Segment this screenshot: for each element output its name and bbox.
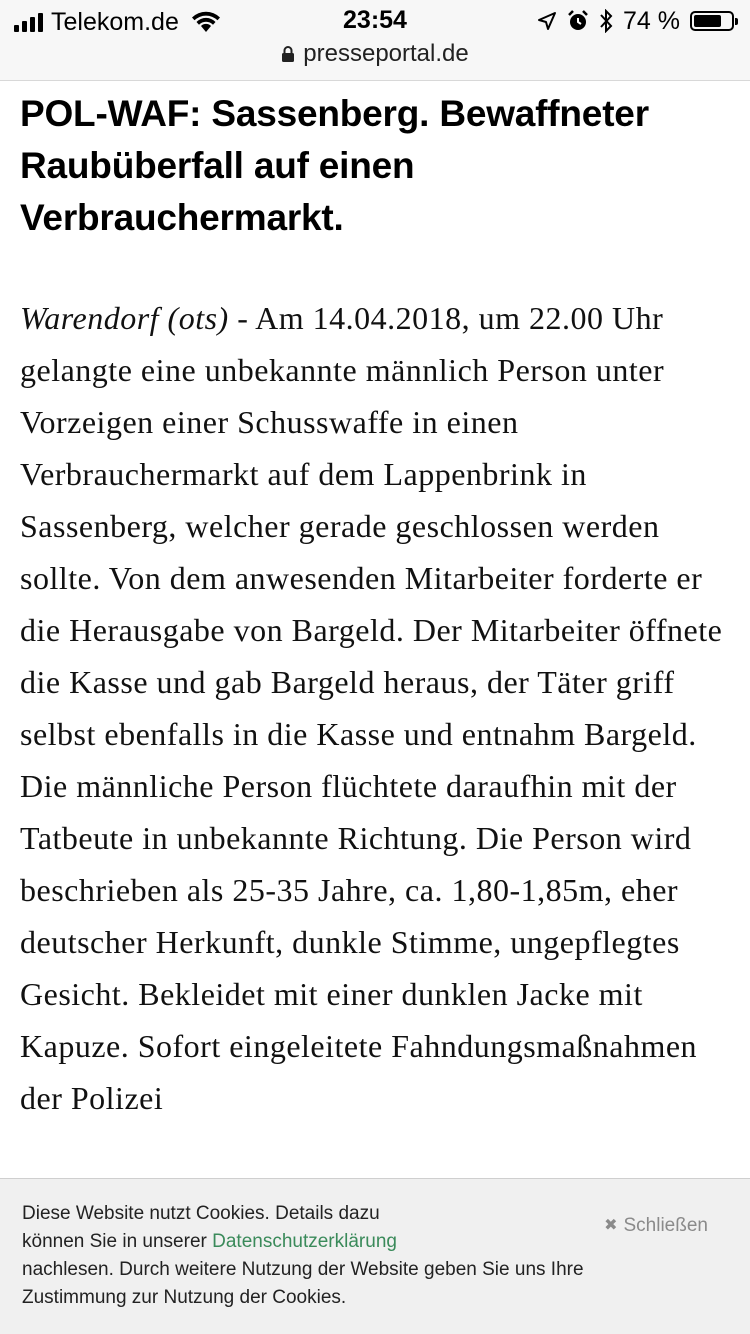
url-bar[interactable]	[0, 40, 750, 68]
bluetooth-icon	[599, 9, 613, 33]
cookie-line-4: Zustimmung zur Nutzung der Cookies.	[22, 1287, 347, 1308]
alarm-icon	[567, 10, 589, 32]
cookie-line-2	[22, 1228, 622, 1256]
status-bar-right	[537, 6, 734, 36]
article-body-text: - Am 14.04.2018, um 22.00 Uhr gelangte eine unbekannte männlich Person unter Vorzeigen einer Schusswaffe in einen Verbrauchermarkt auf dem Lappenbrink in Sassenberg, welcher gerade geschlossen werden sollte. Von dem anwesenden Mitarbeiter forderte er die Herausgabe von Bargeld. Der Mitarbeiter öffnete die Kasse und gab Bargeld heraus, der Täter griff selbst ebenfalls in die Kasse und entnahm Bargeld. Die männliche Person flüchtete daraufhin mit der Tatbeute in unbekannte Richtung. Die Person wird beschrieben als 25-35 Jahre, ca. 1,80-1,85m, eher deutscher Herkunft, dunkle Stimme, ungepflegtes Gesicht. Bekleidet mit einer dunklen Jacke mit Kapuze. Sofort eingeleitete Fahndungsmaßnahmen der Polizei	[20, 300, 723, 1116]
clock: 23:54	[343, 6, 407, 34]
privacy-policy-link[interactable]: Datenschutzerklärung	[212, 1231, 397, 1252]
location-icon	[537, 11, 557, 31]
article-body	[20, 292, 730, 1124]
cookie-message	[22, 1200, 622, 1312]
cookie-close-button[interactable]	[604, 1212, 708, 1240]
article-dateline: Warendorf (ots)	[20, 300, 229, 336]
cookie-close-label: Schließen	[623, 1215, 708, 1236]
close-icon: ✖	[604, 1217, 618, 1234]
cookie-line-2-text: können Sie in unserer	[22, 1231, 213, 1252]
lock-icon	[281, 45, 295, 63]
battery-percent: 74 %	[623, 6, 680, 35]
cookie-banner	[0, 1178, 750, 1334]
battery-icon	[690, 11, 734, 31]
cookie-line-3: nachlesen. Durch weitere Nutzung der Website geben Sie uns Ihre	[22, 1259, 584, 1280]
battery-fill	[694, 15, 721, 27]
cookie-line-1: Diese Website nutzt Cookies. Details dazu	[22, 1203, 380, 1224]
status-bar	[0, 0, 750, 81]
article-title: POL-WAF: Sassenberg. Bewaffneter Raubüberfall auf einen Verbrauchermarkt.	[20, 93, 649, 238]
article	[20, 88, 730, 1124]
carrier-name: Telekom.de	[51, 7, 179, 36]
url-text[interactable]: presseportal.de	[303, 40, 469, 67]
